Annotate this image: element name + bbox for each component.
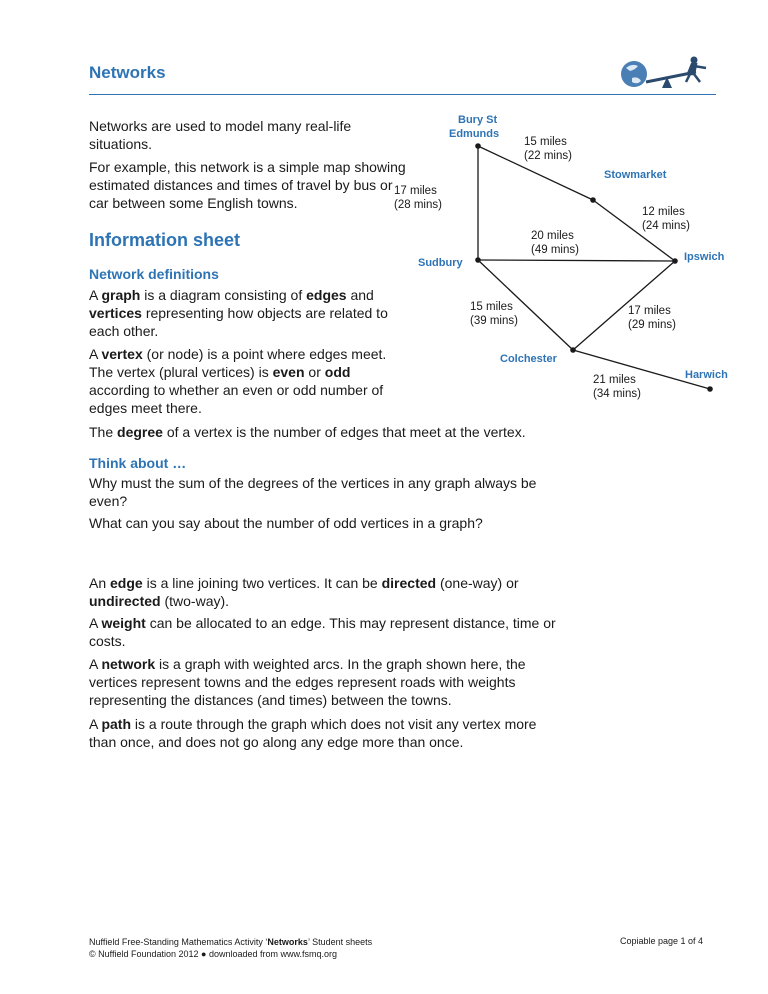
vertex-harwich: [707, 386, 713, 392]
think-question-2: What can you say about the number of odd vertices in a graph?: [89, 515, 483, 531]
think-heading: Think about …: [89, 455, 187, 471]
town-bury-line2: Edmunds: [449, 128, 500, 140]
weight-sud-col-1: 15 miles: [470, 301, 513, 313]
weight-col-har-1: 21 miles: [593, 374, 636, 386]
footer-page-number: Copiable page 1 of 4: [620, 936, 704, 946]
town-ipswich: Ipswich: [684, 251, 725, 263]
graph-definition: A graph is a diagram consisting of edges and vertices representing how objects are related to each other.: [89, 287, 388, 339]
weight-col-ips-2: (29 mins): [628, 319, 676, 331]
vertex-bury: [475, 143, 481, 149]
town-stowmarket: Stowmarket: [604, 169, 667, 181]
intro-paragraph-1: Networks are used to model many real-life situations.: [89, 118, 352, 152]
weight-stow-ips-2: (24 mins): [642, 220, 690, 232]
weight-sud-col-2: (39 mins): [470, 315, 518, 327]
weight-stow-ips-1: 12 miles: [642, 206, 685, 218]
footer-credits: Nuffield Free-Standing Mathematics Activity ‘Networks’ Student sheets © Nuffield Foundation 2012 ● downloaded from www.fsmq.org: [89, 937, 373, 959]
town-colchester: Colchester: [500, 353, 557, 365]
weight-bury-stow-1: 15 miles: [524, 136, 567, 148]
weight-bury-stow-2: (22 mins): [524, 150, 572, 162]
weight-bury-sud-1: 17 miles: [394, 185, 437, 197]
network-definition: A network is a graph with weighted arcs. In the graph shown here, the vertices represent towns and the edges represent roads with weights representing the distances (and times) between the towns.: [89, 656, 526, 708]
info-heading: Information sheet: [89, 230, 241, 250]
weight-sud-ips-1: 20 miles: [531, 230, 574, 242]
vertex-definition: A vertex (or node) is a point where edges meet. The vertex (plural vertices) is even or odd according to whether an even or odd number of edges meet there.: [89, 346, 387, 416]
header-rule: [89, 94, 716, 95]
weight-col-ips-1: 17 miles: [628, 305, 671, 317]
nuffield-logo-icon: [612, 52, 716, 96]
path-definition: A path is a route through the graph which does not visit any vertex more than once, and does not go along any edge more than once.: [89, 716, 537, 750]
page-title: Networks: [89, 63, 166, 82]
intro-paragraph-2: For example, this network is a simple map showing estimated distances and times of travel by bus or car between some English towns.: [89, 159, 406, 211]
weight-definition: A weight can be allocated to an edge. This may represent distance, time or costs.: [89, 615, 556, 649]
network-diagram: [388, 108, 728, 418]
weight-sud-ips-2: (49 mins): [531, 244, 579, 256]
weight-col-har-2: (34 mins): [593, 388, 641, 400]
town-harwich: Harwich: [685, 369, 728, 381]
vertex-ipswich: [672, 258, 678, 264]
edge-sudbury-ipswich: [478, 260, 675, 261]
definitions-heading: Network definitions: [89, 266, 219, 282]
town-sudbury: Sudbury: [418, 257, 463, 269]
edge-definition: An edge is a line joining two vertices. It can be directed (one-way) or undirected (two-way).: [89, 575, 519, 609]
town-bury-line1: Bury St: [458, 114, 498, 126]
vertex-sudbury: [475, 257, 481, 263]
vertex-stowmarket: [590, 197, 596, 203]
think-question-1: Why must the sum of the degrees of the vertices in any graph always be even?: [89, 475, 537, 509]
degree-definition: The degree of a vertex is the number of edges that meet at the vertex.: [89, 424, 526, 440]
weight-bury-sud-2: (28 mins): [394, 199, 442, 211]
vertex-colchester: [570, 347, 576, 353]
